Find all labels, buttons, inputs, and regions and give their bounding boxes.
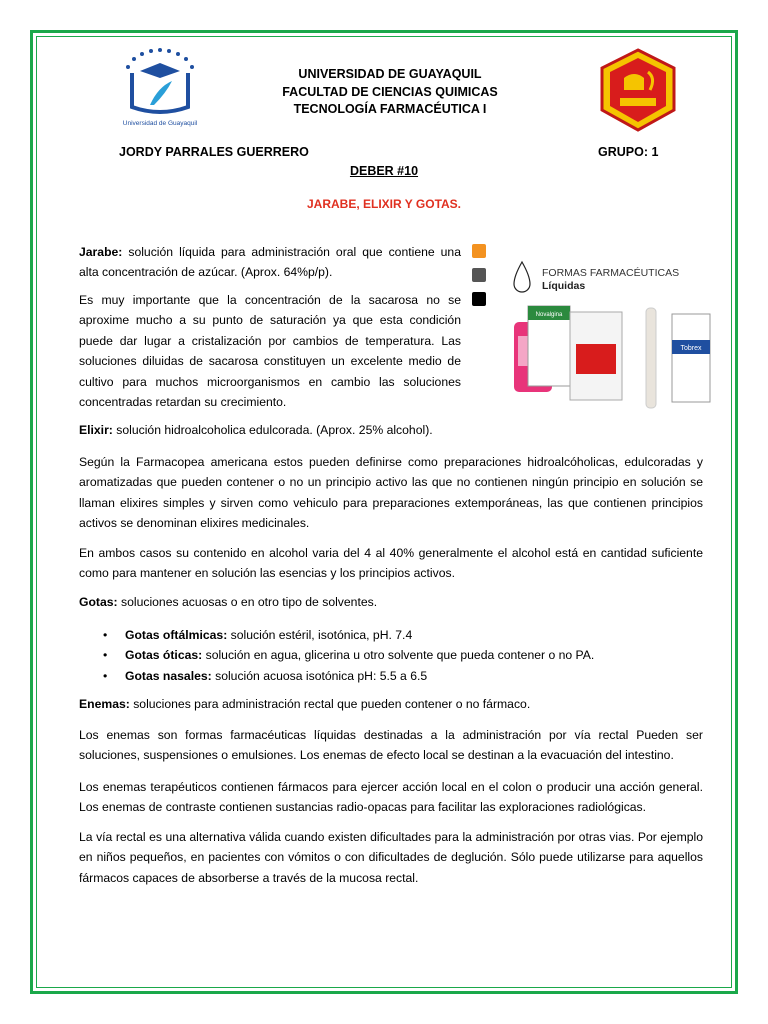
product-label-novalgina: Novalgina [535, 312, 563, 318]
course-name: TECNOLOGÍA FARMACÉUTICA I [293, 102, 487, 116]
graduation-cap-icon [140, 63, 180, 78]
figure-subtitle: Líquidas [542, 280, 586, 292]
farmacopea-paragraph: Según la Farmacopea americana estos pueden definirse como preparaciones hidroalcóholicas, edulcoradas y aromatizadas que pueden contener o no un principio activo las que no contienen ningún principio en solución se llaman elixires simples y sirven como vehiculo para preparaciones extemporáneas, las que contienen principios activos se denominan elixires medicinales. [79, 455, 703, 531]
figure-title: FORMAS FARMACÉUTICAS [542, 267, 680, 279]
elixir-term: Elixir: [79, 423, 113, 437]
faculty-logo [598, 48, 678, 132]
via-rectal-paragraph: La vía rectal es una alternativa válida cuando existen dificultades para la administración por otras vias. Por ejemplo en niños pequeños, en pacientes con vómitos o con dificultades de deglución. Sólo puede utilizarse para aquellos fármacos capaces de absorberse a través de la mucosa rectal. [79, 830, 703, 885]
student-name: JORDY PARRALES GUERRERO [119, 145, 309, 159]
elixir-paragraph [79, 420, 461, 440]
gotas-list [79, 625, 699, 686]
list-item: • Gotas oftálmicas: solución estéril, isotónica, pH. 7.4 [79, 625, 699, 645]
drop-icon [514, 262, 530, 292]
jarabe-definition: solución líquida para administración oral que contiene una alta concentración de azúcar. (Aprox. 64%p/p). [79, 245, 461, 280]
group-label: GRUPO: 1 [598, 145, 659, 159]
enemas-paragraph [79, 694, 703, 714]
flask-icon [624, 74, 644, 90]
alcohol-paragraph: En ambos casos su contenido en alcohol varia del 4 al 40% generalmente el alcohol está en cantidad suficiente como para mantener en solución las esencias y los principios activos. [79, 546, 703, 581]
bullet-icon: • [103, 668, 108, 683]
gotas-definition: soluciones acuosas o en otro tipo de solventes. [117, 595, 378, 609]
topic-title: JARABE, ELIXIR Y GOTAS. [306, 197, 462, 211]
bullet-icon: • [103, 648, 108, 663]
quill-icon [150, 81, 172, 105]
list-item: • Gotas óticas: solución en agua, glicerina u otro solvente que pueda contener o no PA. [79, 645, 699, 665]
gotas-term: Gotas: [79, 595, 118, 609]
document-header [200, 66, 580, 119]
elixir-definition: solución hidroalcoholica edulcorada. (Aprox. 25% alcohol). [112, 423, 433, 437]
product-label-tobrex: Tobrex [680, 345, 702, 352]
university-logo [110, 45, 210, 130]
faculty-name: FACULTAD DE CIENCIAS QUIMICAS [282, 84, 498, 99]
logo-caption: Universidad de Guayaquil [122, 120, 198, 127]
jarabe-term: Jarabe: [79, 245, 123, 259]
bullet-icon: • [103, 628, 108, 642]
enemas-therapeutic-paragraph: Los enemas terapéuticos contienen fármacos para ejercer acción local en el colon o producir una acción general. Los enemas de contraste contienen sustancias radio-opacas para facilitar las exploraciones radiológicas. [79, 780, 703, 815]
enemas-term: Enemas: [79, 697, 130, 711]
sacarosa-paragraph: Es muy importante que la concentración de la sacarosa no se aproxime mucho a su punto de saturación ya que esta condición puede dar lugar a cristalización por cambios de temperatura. Las soluciones diluidas de sacarosa constituyen un excelente medio de cultivo para muchos microorganismos en cambio las soluciones concentradas retardan su crecimiento. [79, 293, 461, 410]
enemas-description-paragraph: Los enemas son formas farmacéuticas líquidas destinadas a la administración por vía rectal Pueden ser soluciones, suspensiones o emulsiones. Los enemas de efecto local se destinan a la evacuación del intestino. [79, 728, 703, 763]
enemas-definition: soluciones para administración rectal que pueden contener o no fármaco. [129, 697, 531, 711]
gotas-paragraph [79, 592, 703, 612]
university-name: UNIVERSIDAD DE GUAYAQUIL [298, 67, 482, 81]
jarabe-paragraph [79, 242, 461, 283]
list-item: • Gotas nasales: solución acuosa isotónica pH: 5.5 a 6.5 [79, 666, 699, 686]
liquid-forms-figure [472, 244, 716, 432]
assignment-title: DEBER #10 [349, 164, 419, 178]
ampoule-icon [646, 308, 656, 408]
